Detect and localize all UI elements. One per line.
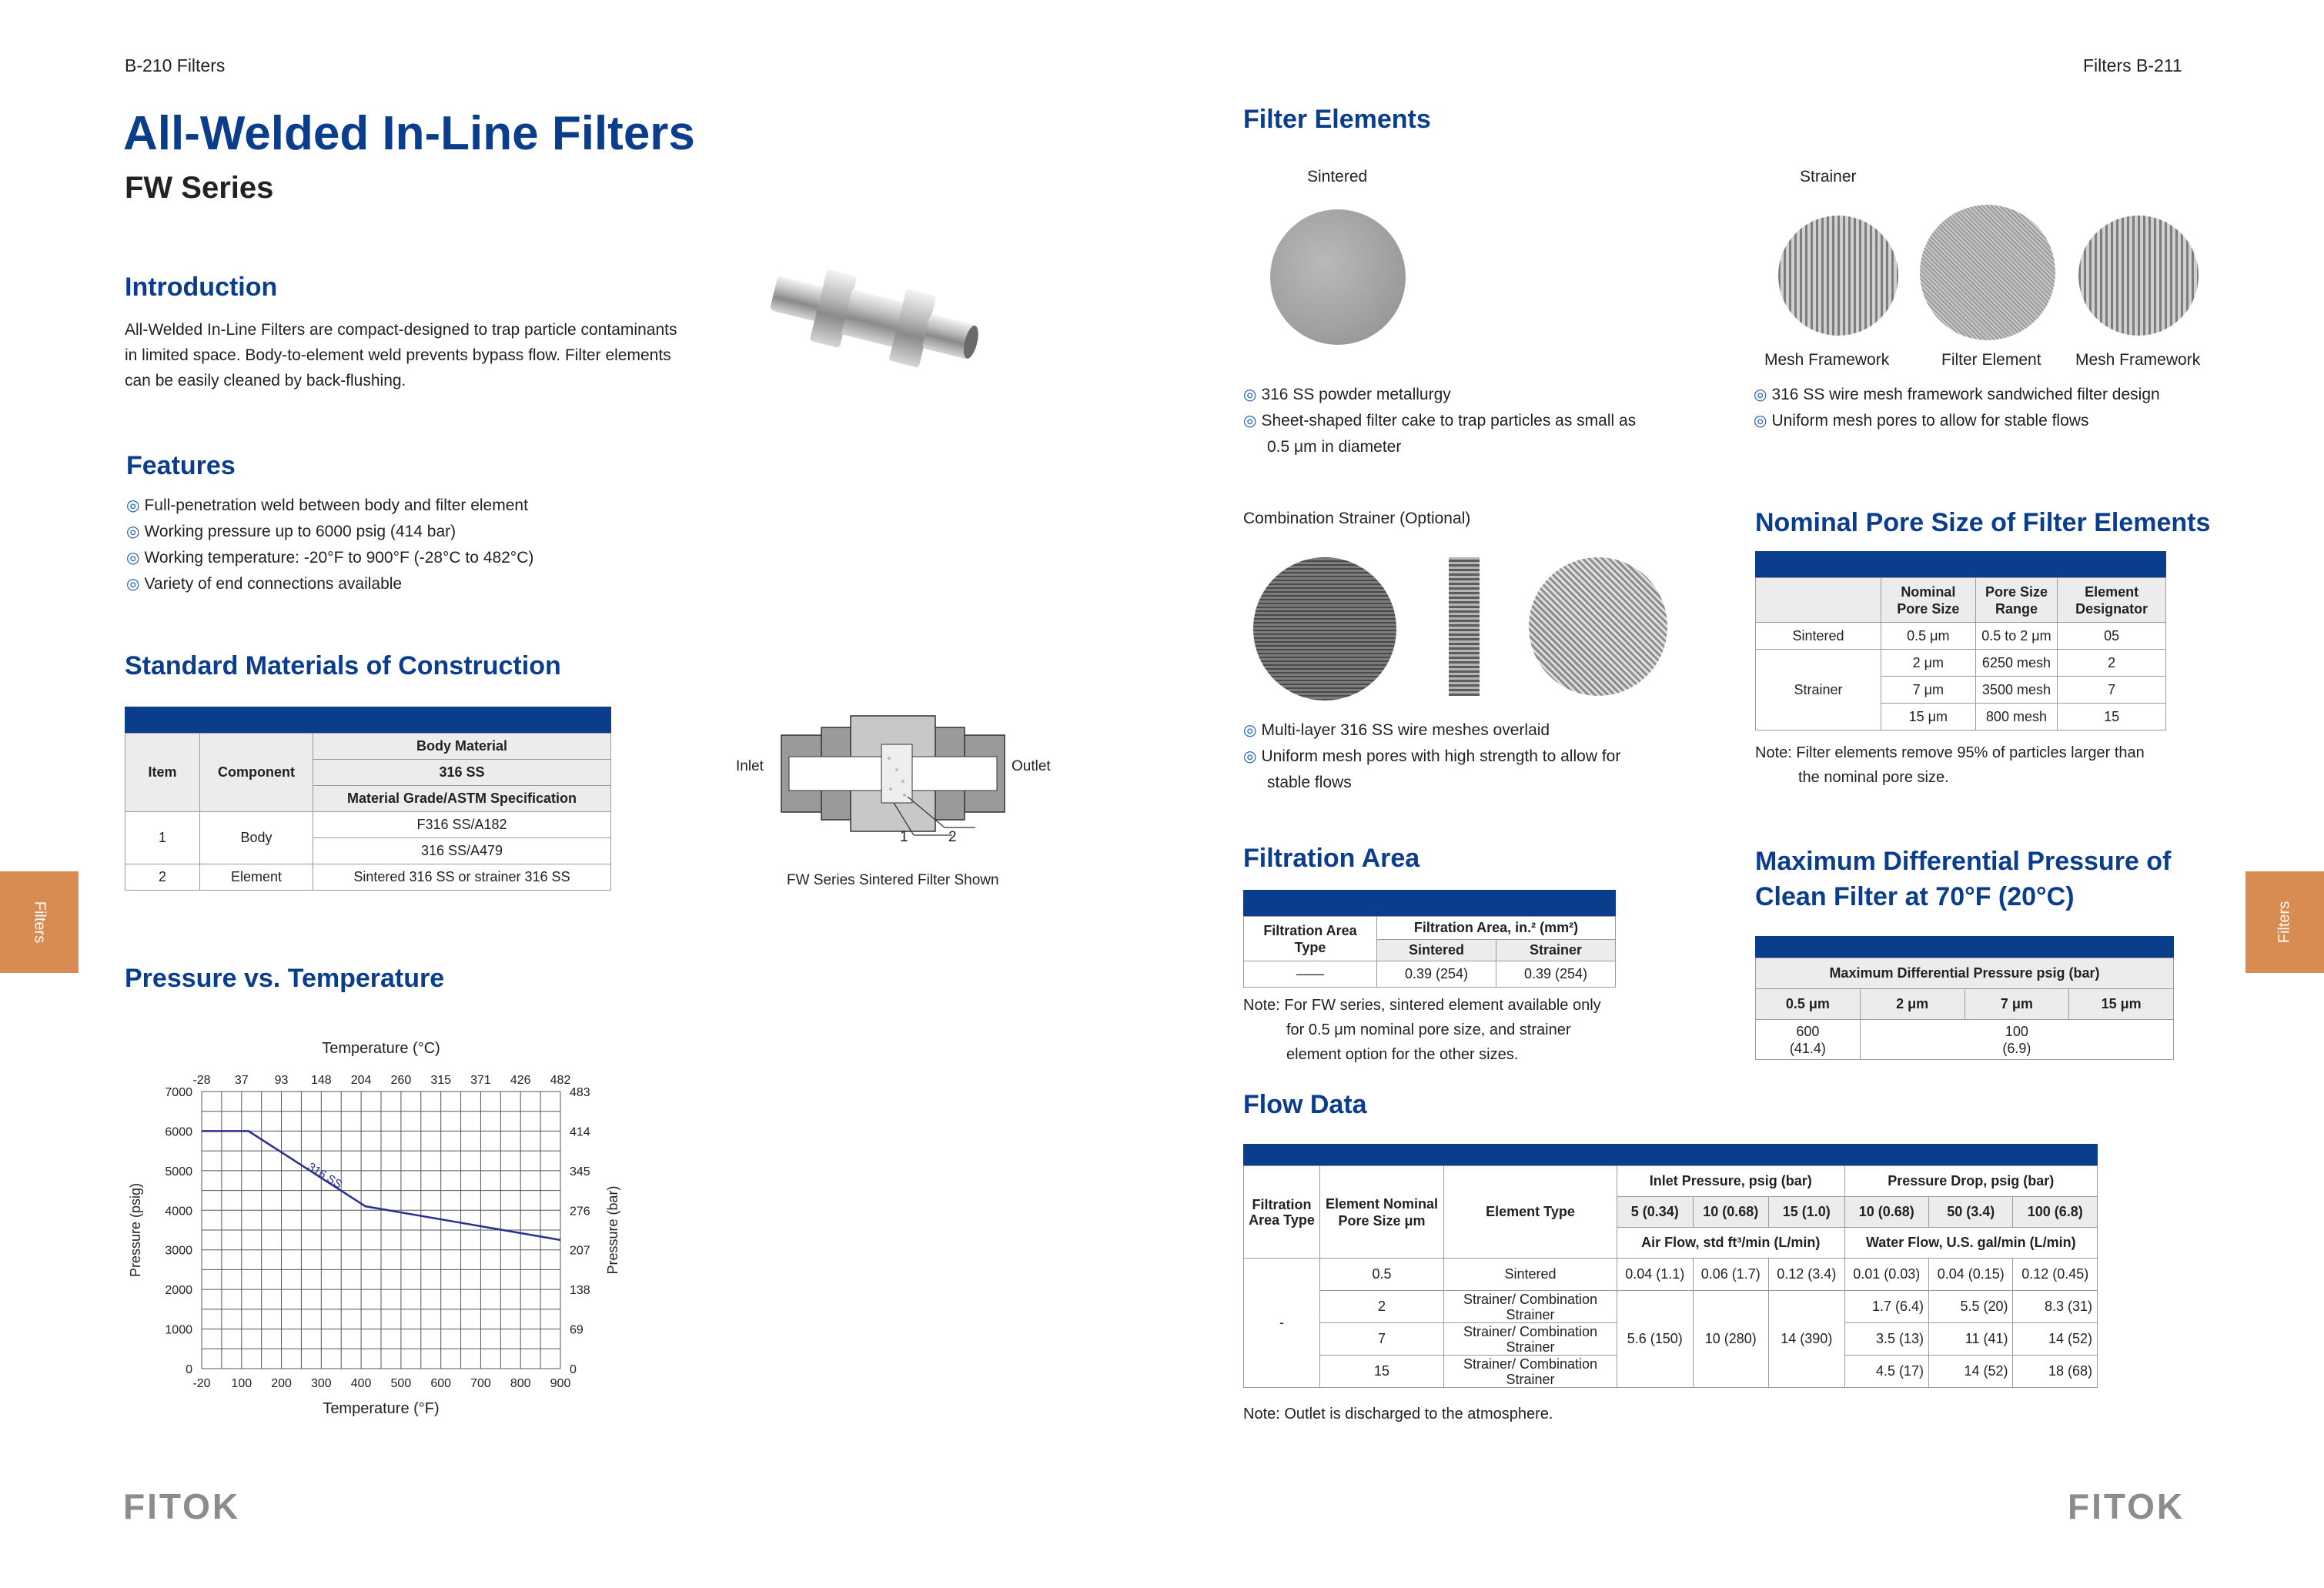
pore-size-note xyxy=(1755,741,2145,790)
combination-bullets xyxy=(1243,717,1620,795)
table-cell: 0.39 (254) xyxy=(1496,961,1616,988)
feature-item: ◎ Working temperature: -20°F to 900°F (-28°C to 482°C) xyxy=(126,549,534,567)
table-cell: 11 (41) xyxy=(1929,1323,2013,1356)
table-title-bar xyxy=(125,707,611,733)
table-cell: 0.5 xyxy=(1320,1259,1444,1291)
bullet-icon: ◎ xyxy=(1243,413,1257,430)
introduction-heading: Introduction xyxy=(125,272,278,302)
combination-strainer-label: Combination Strainer (Optional) xyxy=(1243,510,1471,527)
component-cell: Element xyxy=(200,864,313,891)
col-inlet-pressure: Inlet Pressure, psig (bar) xyxy=(1617,1166,1845,1197)
col-nominal-pore-size: Nominal Pore Size xyxy=(1881,578,1976,623)
sintered-bullets xyxy=(1243,382,1636,460)
mesh-framework-label: Mesh Framework xyxy=(2075,351,2201,369)
table-cell: 2 xyxy=(2058,650,2166,677)
filter-element-label: Filter Element xyxy=(1941,351,2041,369)
right-tick-label: 0 xyxy=(570,1363,577,1376)
pore-size-heading: Nominal Pore Size of Filter Elements xyxy=(1755,508,2211,537)
sub-header-cell: 5 (0.34) xyxy=(1617,1197,1694,1228)
right-tick-label: 207 xyxy=(570,1244,590,1258)
table-cell: 5.5 (20) xyxy=(1929,1291,2013,1323)
top-tick-label: 148 xyxy=(310,1074,332,1087)
series-label: 316 SS xyxy=(305,1160,345,1192)
air-flow-header: Air Flow, std ft³/min (L/min) xyxy=(1617,1228,1845,1259)
group-sintered: Sintered xyxy=(1756,623,1881,650)
table-cell: 0.5 μm xyxy=(1881,623,1976,650)
col-filtration-area: Filtration Area, in.² (mm²) xyxy=(1377,917,1616,940)
bullet-icon: ◎ xyxy=(126,523,140,540)
col-area-type: Filtration Area Type xyxy=(1244,1166,1320,1259)
feature-item: ◎ Working pressure up to 6000 psig (414 bar) xyxy=(126,523,456,540)
page-subtitle: FW Series xyxy=(125,171,274,205)
table-cell: 7 xyxy=(1320,1323,1444,1356)
bullet-text: Uniform mesh pores with high strength to allow for xyxy=(1261,747,1621,765)
table-cell: 2 μm xyxy=(1881,650,1976,677)
combination-disc-image xyxy=(1253,557,1396,700)
mesh-framework-image xyxy=(2078,216,2199,336)
table-cell: 0.39 (254) xyxy=(1377,961,1496,988)
features-heading: Features xyxy=(126,451,236,480)
right-tick-label: 276 xyxy=(570,1205,590,1219)
size-cell: 0.5 μm xyxy=(1756,989,1861,1020)
bullet-icon: ◎ xyxy=(1243,722,1257,739)
bullet-icon: ◎ xyxy=(1754,386,1767,403)
table-cell: 0.04 (0.15) xyxy=(1929,1259,2013,1291)
item-cell: 1 xyxy=(125,812,200,864)
table-cell: 2 xyxy=(1320,1291,1444,1323)
top-tick-label: -28 xyxy=(192,1074,211,1087)
table-cell: 3500 mesh xyxy=(1975,677,2058,704)
top-tick-label: 371 xyxy=(470,1074,491,1087)
table-cell: 0.06 (1.7) xyxy=(1693,1259,1769,1291)
table-cell: 14 (52) xyxy=(1929,1356,2013,1388)
flow-data-heading: Flow Data xyxy=(1243,1090,1367,1119)
features-list xyxy=(126,493,533,597)
y-tick-label: 5000 xyxy=(165,1165,192,1178)
right-axis-label: Pressure (bar) xyxy=(605,1185,620,1275)
table-cell: 15 xyxy=(2058,704,2166,730)
table-cell: 15 xyxy=(1320,1356,1444,1388)
strainer-label: Strainer xyxy=(1800,168,1857,186)
filtration-area-table xyxy=(1243,890,1616,988)
dp-other-cell: 100 (6.9) xyxy=(1860,1020,2173,1060)
table-cell: 0.12 (3.4) xyxy=(1769,1259,1845,1291)
top-axis-label: Temperature (°C) xyxy=(322,1040,440,1057)
top-tick-label: 37 xyxy=(234,1074,249,1087)
x-tick-label: 500 xyxy=(390,1377,412,1390)
x-tick-label: 300 xyxy=(310,1377,332,1390)
side-tab-label: Filters xyxy=(2276,901,2293,944)
group-strainer: Strainer xyxy=(1756,650,1881,730)
bullet-text: Multi-layer 316 SS wire meshes overlaid xyxy=(1261,721,1550,739)
right-tick-label: 138 xyxy=(570,1284,590,1298)
top-tick-label: 204 xyxy=(350,1074,372,1087)
spec-cell: Sintered 316 SS or strainer 316 SS xyxy=(313,864,611,891)
sintered-label: Sintered xyxy=(1307,168,1368,186)
y-tick-label: 3000 xyxy=(165,1244,192,1258)
bullet-text: Uniform mesh pores to allow for stable flows xyxy=(1771,412,2089,430)
col-grade: Material Grade/ASTM Specification xyxy=(313,786,611,812)
introduction-text xyxy=(125,317,677,393)
table-cell: 7 xyxy=(2058,677,2166,704)
table-cell: 14 (52) xyxy=(2013,1323,2098,1356)
table-title-bar xyxy=(1243,1144,2098,1165)
top-tick-label: 93 xyxy=(274,1074,289,1087)
table-cell: 0.5 to 2 μm xyxy=(1975,623,2058,650)
x-tick-label: 800 xyxy=(510,1377,531,1390)
right-tick-label: 483 xyxy=(570,1086,590,1099)
size-cell: 7 μm xyxy=(1965,989,2069,1020)
pore-size-table xyxy=(1755,551,2166,730)
table-cell: 10 (280) xyxy=(1693,1291,1769,1388)
x-tick-label: 900 xyxy=(550,1377,571,1390)
table-cell: 800 mesh xyxy=(1975,704,2058,730)
item-cell: 2 xyxy=(125,864,200,891)
x-tick-label: 100 xyxy=(231,1377,252,1390)
table-title-bar xyxy=(1755,551,2166,577)
note-line: the nominal pore size. xyxy=(1798,769,1949,786)
right-page-header: Filters B-211 xyxy=(2083,55,2182,75)
y-tick-label: 7000 xyxy=(165,1086,192,1099)
feature-item: ◎ Full-penetration weld between body and filter element xyxy=(126,496,528,514)
fitok-logo-right: FITOK xyxy=(2068,1486,2185,1526)
col-component: Component xyxy=(200,734,313,812)
sintered-disc-image xyxy=(1270,209,1406,345)
bullet-icon: ◎ xyxy=(1754,413,1767,430)
top-tick-label: 426 xyxy=(510,1074,531,1087)
x-axis-label: Temperature (°F) xyxy=(323,1400,440,1417)
bullet-text: 316 SS wire mesh framework sandwiched filter design xyxy=(1771,386,2160,403)
mesh-framework-image xyxy=(1778,216,1898,336)
x-tick-label: 400 xyxy=(350,1377,372,1390)
col-pore-size: Element Nominal Pore Size μm xyxy=(1320,1166,1444,1259)
side-tab-right[interactable] xyxy=(2245,871,2324,973)
table-cell: —— xyxy=(1244,961,1377,988)
table-cell: 7 μm xyxy=(1881,677,1976,704)
table-cell: Strainer/ Combination Strainer xyxy=(1444,1323,1617,1356)
table-cell: 0.12 (0.45) xyxy=(2013,1259,2098,1291)
right-tick-label: 414 xyxy=(570,1125,590,1139)
col-filtration-area-type: Filtration Area Type xyxy=(1244,917,1377,961)
x-tick-label: 700 xyxy=(470,1377,491,1390)
col-strainer: Strainer xyxy=(1496,940,1616,961)
outlet-label: Outlet xyxy=(1012,758,1051,774)
inlet-label: Inlet xyxy=(736,758,764,774)
side-tab-left[interactable] xyxy=(0,871,79,973)
table-cell: 18 (68) xyxy=(2013,1356,2098,1388)
size-cell: 2 μm xyxy=(1860,989,1965,1020)
note-line: Note: Filter elements remove 95% of particles larger than xyxy=(1755,744,2145,761)
col-max-dp: Maximum Differential Pressure psig (bar) xyxy=(1756,958,2174,989)
left-page-header: B-210 Filters xyxy=(125,55,226,75)
side-tab-label: Filters xyxy=(31,901,48,944)
bullet-icon: ◎ xyxy=(126,576,140,593)
table-title-bar xyxy=(1755,936,2174,958)
note-line: Note: For FW series, sintered element available only xyxy=(1243,997,1601,1014)
table-cell: 15 μm xyxy=(1881,704,1976,730)
pressure-temperature-chart xyxy=(123,1028,647,1429)
bullet-text: stable flows xyxy=(1267,774,1352,791)
col-body-material: Body Material xyxy=(313,734,611,760)
introduction-line: can be easily cleaned by back-flushing. xyxy=(125,372,406,389)
water-flow-header: Water Flow, U.S. gal/min (L/min) xyxy=(1844,1228,2097,1259)
table-cell: 05 xyxy=(2058,623,2166,650)
col-sintered: Sintered xyxy=(1377,940,1496,961)
callout-1: 1 xyxy=(900,829,908,845)
filtration-area-note xyxy=(1243,993,1601,1067)
table-cell: 3.5 (13) xyxy=(1844,1323,1928,1356)
col-316ss: 316 SS xyxy=(313,760,611,786)
sub-header-cell: 10 (0.68) xyxy=(1844,1197,1928,1228)
flow-data-note: Note: Outlet is discharged to the atmosphere. xyxy=(1243,1406,1553,1423)
top-tick-label: 482 xyxy=(550,1074,571,1087)
y-tick-label: 6000 xyxy=(165,1125,192,1139)
bullet-icon: ◎ xyxy=(1243,386,1257,403)
y-tick-label: 1000 xyxy=(165,1323,192,1337)
filter-element-image xyxy=(1920,205,2055,340)
y-tick-label: 0 xyxy=(186,1363,192,1376)
size-cell: 15 μm xyxy=(2069,989,2174,1020)
table-cell: 14 (390) xyxy=(1769,1291,1845,1388)
table-cell: Strainer/ Combination Strainer xyxy=(1444,1291,1617,1323)
max-dp-table xyxy=(1755,936,2174,1060)
x-tick-label: -20 xyxy=(192,1377,211,1390)
sub-header-cell: 15 (1.0) xyxy=(1769,1197,1845,1228)
bullet-icon: ◎ xyxy=(126,497,140,514)
table-cell: Strainer/ Combination Strainer xyxy=(1444,1356,1617,1388)
area-type-cell: - xyxy=(1244,1259,1320,1388)
y-tick-label: 2000 xyxy=(165,1284,192,1298)
pvt-heading: Pressure vs. Temperature xyxy=(125,964,445,993)
filter-product-photo xyxy=(762,252,985,391)
spec-cell: 316 SS/A479 xyxy=(313,838,611,864)
callout-2: 2 xyxy=(948,829,957,845)
y-tick-label: 4000 xyxy=(165,1205,192,1219)
filtration-area-heading: Filtration Area xyxy=(1243,844,1420,873)
note-line: for 0.5 μm nominal pore size, and strainer xyxy=(1286,1021,1571,1038)
spec-cell: F316 SS/A182 xyxy=(313,812,611,838)
x-tick-label: 600 xyxy=(430,1377,452,1390)
max-dp-heading xyxy=(1755,844,2171,914)
bullet-text: 316 SS powder metallurgy xyxy=(1261,386,1451,403)
introduction-line: All-Welded In-Line Filters are compact-designed to trap particle contaminants xyxy=(125,321,677,339)
right-tick-label: 345 xyxy=(570,1165,590,1178)
bullet-text: 0.5 μm in diameter xyxy=(1267,438,1402,456)
col-pore-size-range: Pore Size Range xyxy=(1975,578,2058,623)
filter-elements-heading: Filter Elements xyxy=(1243,105,1431,134)
diagram-caption: FW Series Sintered Filter Shown xyxy=(787,872,999,888)
table-cell: 4.5 (17) xyxy=(1844,1356,1928,1388)
mesh-framework-label: Mesh Framework xyxy=(1764,351,1890,369)
top-tick-label: 260 xyxy=(390,1074,412,1087)
table-cell: 5.6 (150) xyxy=(1617,1291,1694,1388)
col-element-designator: Element Designator xyxy=(2058,578,2166,623)
introduction-line: in limited space. Body-to-element weld prevents bypass flow. Filter elements xyxy=(125,346,671,364)
col-item: Item xyxy=(125,734,200,812)
x-tick-label: 200 xyxy=(271,1377,292,1390)
dp-05-cell: 600 (41.4) xyxy=(1756,1020,1861,1060)
component-cell: Body xyxy=(200,812,313,864)
col-element-type: Element Type xyxy=(1444,1166,1617,1259)
right-tick-label: 69 xyxy=(570,1323,584,1337)
col-pressure-drop: Pressure Drop, psig (bar) xyxy=(1844,1166,2097,1197)
flow-data-table xyxy=(1243,1144,2098,1388)
combination-mesh-image xyxy=(1529,557,1667,696)
strainer-bullets xyxy=(1754,382,2160,434)
table-cell: 0.01 (0.03) xyxy=(1844,1259,1928,1291)
sub-header-cell: 10 (0.68) xyxy=(1693,1197,1769,1228)
sub-header-cell: 50 (3.4) xyxy=(1929,1197,2013,1228)
fitok-logo-left: FITOK xyxy=(123,1486,241,1526)
heading-line: Maximum Differential Pressure of xyxy=(1755,847,2172,876)
materials-table xyxy=(125,707,611,891)
materials-heading: Standard Materials of Construction xyxy=(125,651,561,680)
table-cell: 8.3 (31) xyxy=(2013,1291,2098,1323)
note-line: element option for the other sizes. xyxy=(1286,1046,1519,1063)
sub-header-cell: 100 (6.8) xyxy=(2013,1197,2098,1228)
bullet-text: Sheet-shaped filter cake to trap particles as small as xyxy=(1261,412,1637,430)
heading-line: Clean Filter at 70°F (20°C) xyxy=(1755,882,2075,911)
table-cell: 1.7 (6.4) xyxy=(1844,1291,1928,1323)
y-axis-label: Pressure (psig) xyxy=(128,1182,143,1278)
bullet-icon: ◎ xyxy=(126,550,140,567)
table-title-bar xyxy=(1243,890,1616,916)
page-title: All-Welded In-Line Filters xyxy=(123,107,695,160)
bullet-icon: ◎ xyxy=(1243,748,1257,765)
feature-item: ◎ Variety of end connections available xyxy=(126,575,403,593)
table-cell: 0.04 (1.1) xyxy=(1617,1259,1694,1291)
table-cell: 6250 mesh xyxy=(1975,650,2058,677)
top-tick-label: 315 xyxy=(430,1074,452,1087)
combination-layers-image xyxy=(1449,557,1480,696)
filter-cross-section-diagram xyxy=(774,712,1012,851)
table-cell: Sintered xyxy=(1444,1259,1617,1291)
